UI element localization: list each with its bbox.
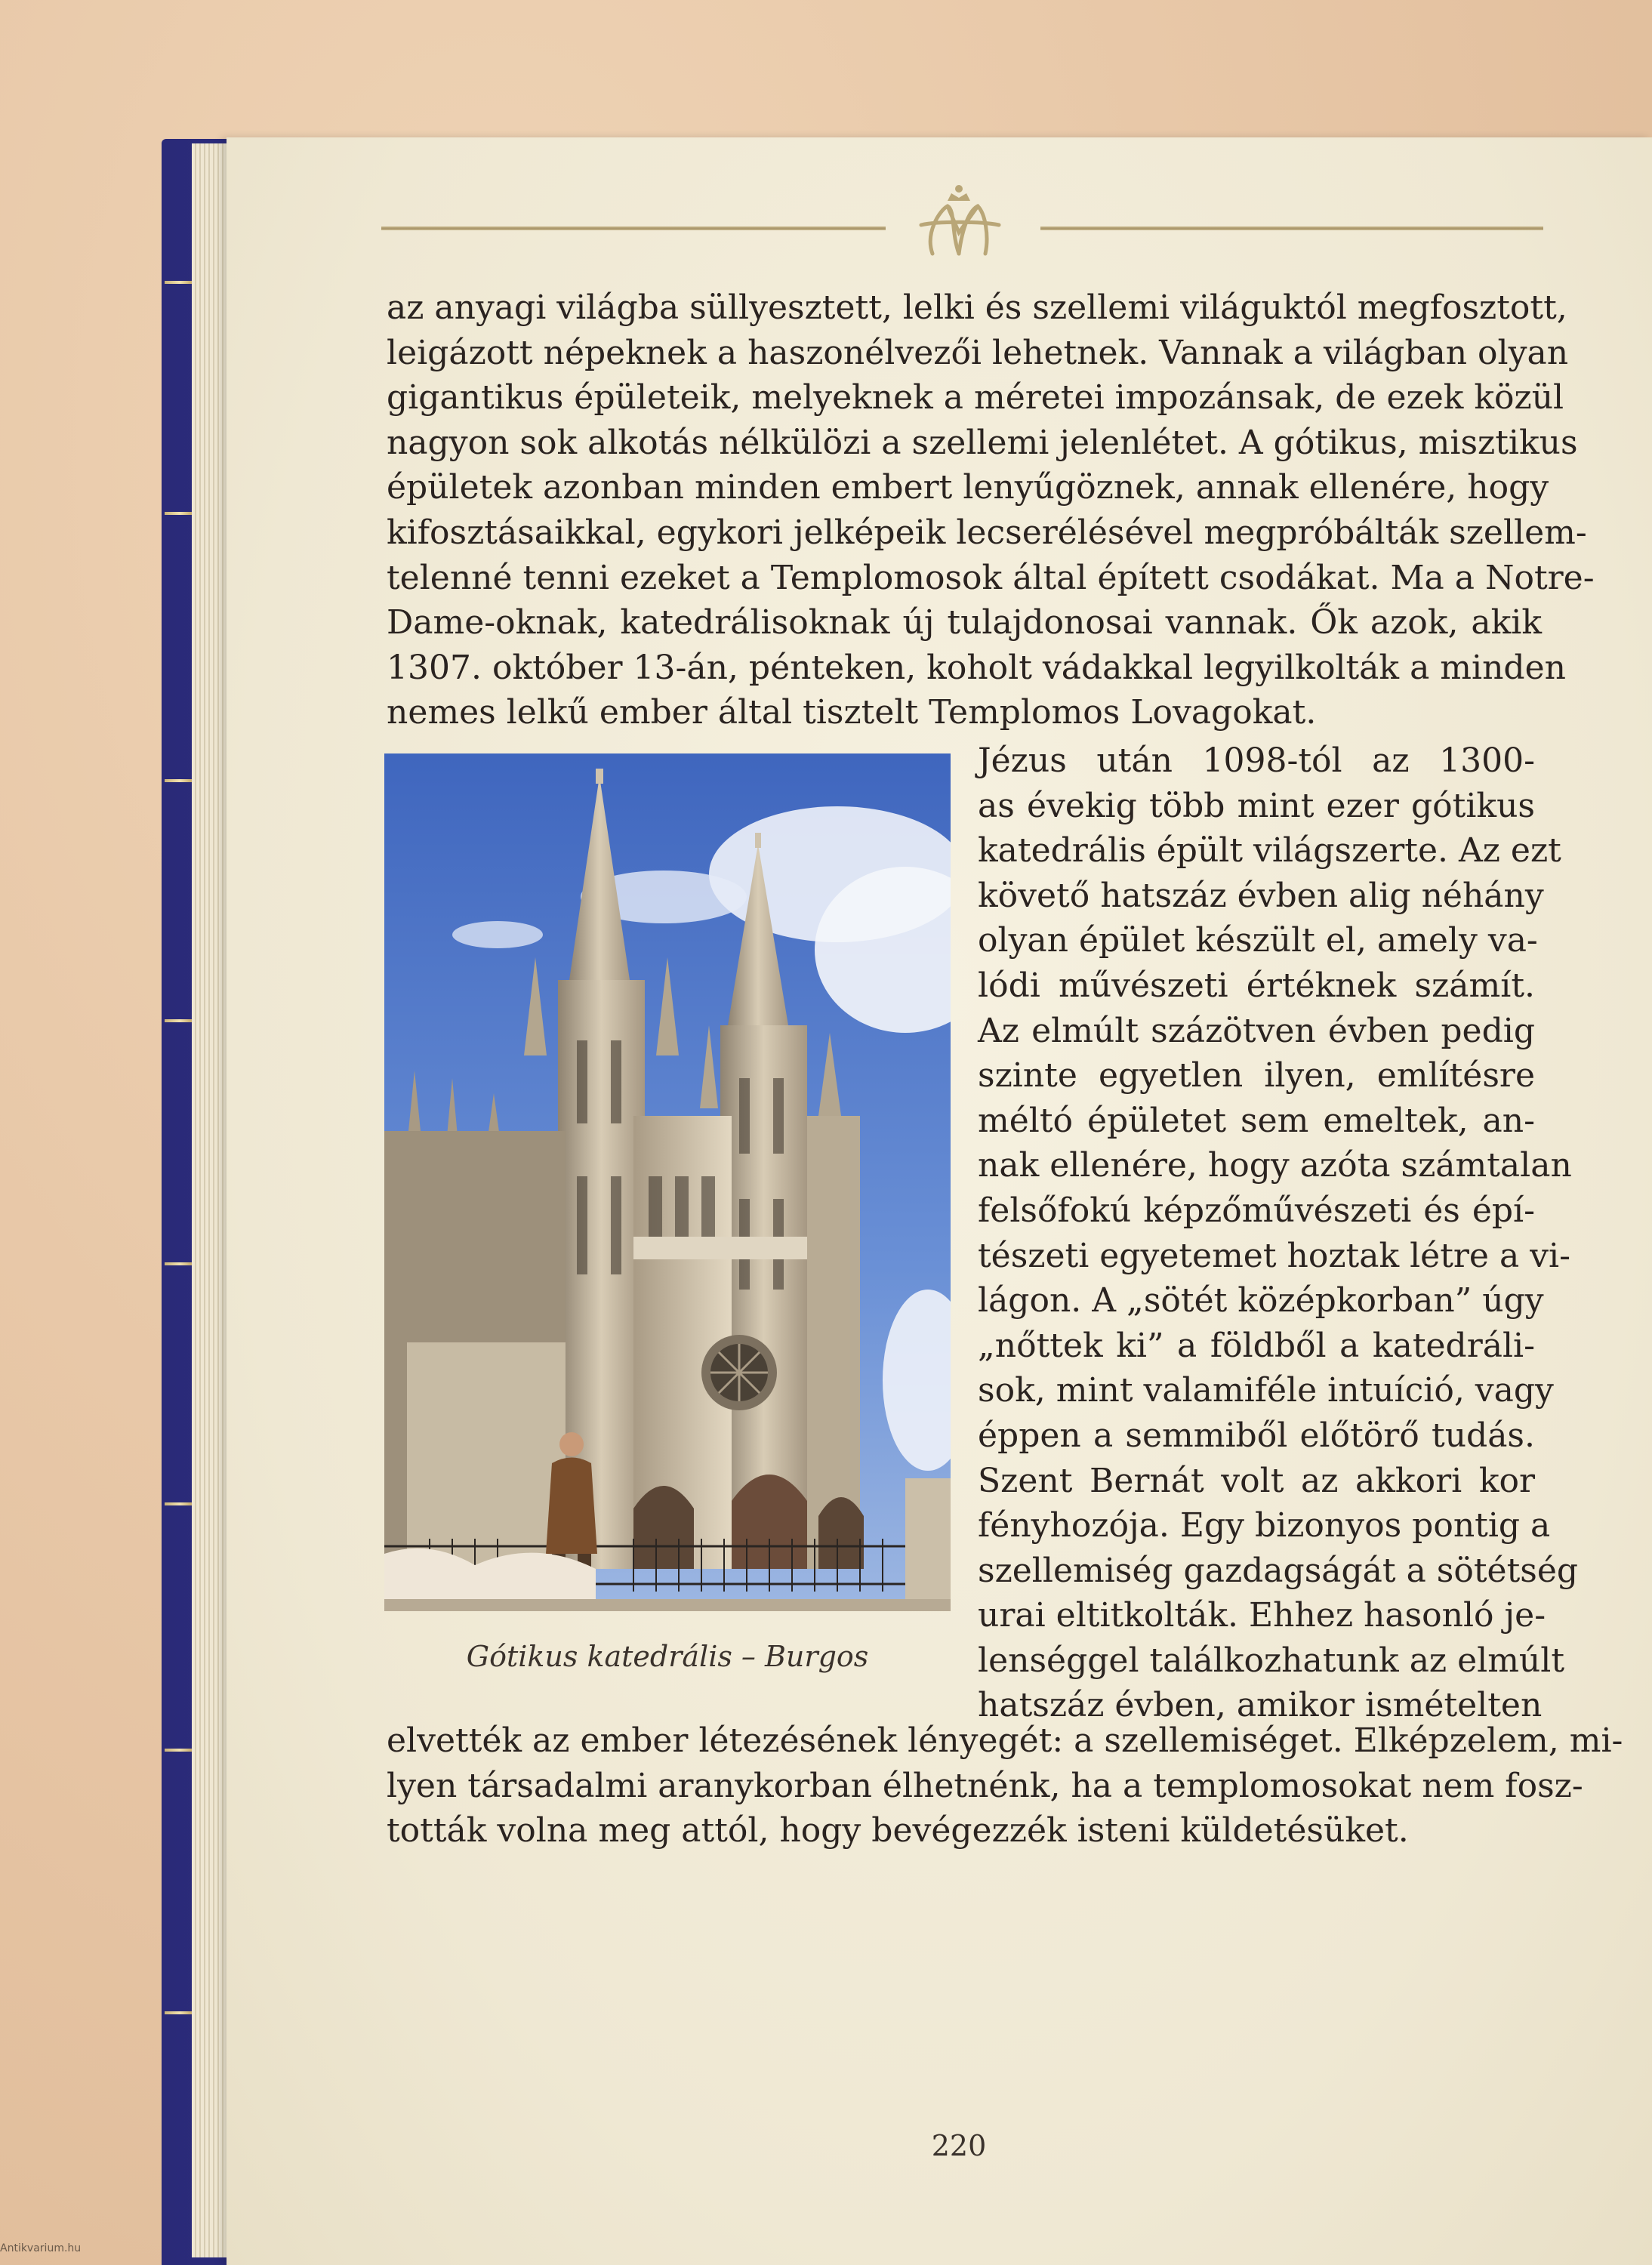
header-rule-left <box>381 226 886 230</box>
spine-band <box>165 1749 195 1752</box>
photo-caption: Gótikus katedrális – Burgos <box>466 1640 869 1673</box>
main-paragraph <box>387 285 1595 735</box>
text-line: épületek azonban minden embert lenyűgöznek, annak ellenére, hogy <box>387 468 1549 507</box>
text-line: nak ellenére, hogy azóta számtalan <box>978 1146 1572 1185</box>
cathedral-photo <box>384 753 951 1611</box>
text-line: követő hatszáz évben alig néhány <box>978 876 1544 915</box>
spine-band <box>165 2011 195 2014</box>
spine-band <box>165 779 195 782</box>
text-line: szinte egyetlen ilyen, említésre <box>978 1056 1535 1096</box>
watermark: Antikvarium.hu <box>0 2242 82 2254</box>
text-line: felsőfokú képzőművészeti és épí- <box>978 1191 1535 1230</box>
text-line: nagyon sok alkotás nélkülözi a szellemi jelenlétet. A gótikus, misztikus <box>387 423 1578 462</box>
text-line: lágon. A „sötét középkorban” úgy <box>978 1281 1544 1320</box>
text-line: leigázott népeknek a haszonélvezői lehetnek. Vannak a világban olyan <box>387 333 1569 372</box>
spine-band <box>165 281 195 284</box>
text-line: 1307. október 13-án, pénteken, koholt vádakkal legyilkolták a minden <box>387 648 1566 687</box>
text-line: sok, mint valamiféle intuíció, vagy <box>978 1371 1554 1410</box>
text-line: méltó épületet sem emeltek, an- <box>978 1101 1535 1140</box>
page-number: 220 <box>931 2129 987 2162</box>
text-line: lódi művészeti értéknek számít. <box>978 966 1535 1005</box>
text-line: éppen a semmiből előtörő tudás. <box>978 1416 1535 1455</box>
spine-band <box>165 1262 195 1265</box>
text-line: olyan épület készült el, amely va- <box>978 921 1538 960</box>
text-line: lyen társadalmi aranykorban élhetnénk, ha a templomosokat nem fosz- <box>387 1766 1583 1805</box>
text-line: Az elmúlt százötven évben pedig <box>978 1011 1535 1050</box>
text-line: az anyagi világba süllyesztett, lelki és szellemi világuktól megfosztott, <box>387 288 1567 327</box>
text-line: Dame-oknak, katedrálisoknak új tulajdonosai vannak. Ők azok, akik <box>387 603 1542 643</box>
text-line: „nőttek ki” a földből a katedráli- <box>978 1326 1535 1365</box>
text-line: katedrális épült világszerte. Az ezt <box>978 831 1561 871</box>
spine-band <box>165 512 195 515</box>
text-line: kifosztásaikkal, egykori jelképeik lecserélésével megpróbálták szellem- <box>387 513 1587 552</box>
text-line: tották volna meg attól, hogy bevégezzék isteni küldetésüket. <box>387 1811 1409 1851</box>
text-line: hatszáz évben, amikor ismételten <box>978 1686 1543 1725</box>
text-line: fényhozója. Egy bizonyos pontig a <box>978 1506 1551 1545</box>
text-line: Jézus után 1098-tól az 1300- <box>978 741 1535 780</box>
text-line: lenséggel találkozhatunk az elmúlt <box>978 1641 1565 1680</box>
text-line: urai eltitkolták. Ehhez hasonló je- <box>978 1596 1546 1635</box>
spine-band <box>165 1019 195 1022</box>
text-line: telenné tenni ezeket a Templomosok által épített csodákat. Ma a Notre- <box>387 558 1595 597</box>
text-line: Szent Bernát volt az akkori kor <box>978 1461 1535 1500</box>
text-line: as évekig több mint ezer gótikus <box>978 786 1535 825</box>
text-line: nemes lelkű ember által tisztelt Templomos Lovagokat. <box>387 693 1317 732</box>
monogram-icon <box>910 180 1008 263</box>
side-paragraph <box>978 738 1579 1728</box>
closing-paragraph <box>387 1718 1623 1854</box>
text-line: gigantikus épületeik, melyeknek a méretei impozánsak, de ezek közül <box>387 378 1564 418</box>
header-rule-right <box>1040 226 1543 230</box>
text-line: szellemiség gazdagságát a sötétség <box>978 1551 1579 1590</box>
text-line: elvették az ember létezésének lényegét: a szellemiséget. Elképzelem, mi- <box>387 1721 1623 1760</box>
text-line: tészeti egyetemet hoztak létre a vi- <box>978 1236 1570 1275</box>
spine-band <box>165 1502 195 1505</box>
